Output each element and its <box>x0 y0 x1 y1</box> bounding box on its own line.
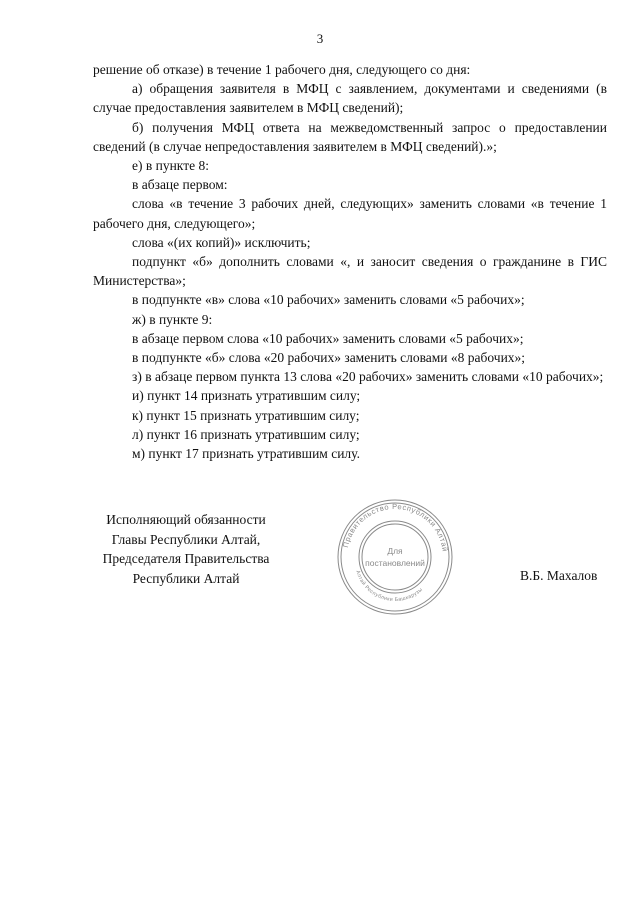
document-paragraph: б) получения МФЦ ответа на межведомственный запрос о предоставлении сведений (в случае непредоставления заявителем в МФЦ сведений).»; <box>93 119 607 154</box>
signatory-title-line: Исполняющий обязанности <box>106 512 266 527</box>
document-paragraph: к) пункт 15 признать утратившим силу; <box>132 407 360 423</box>
document-paragraph: м) пункт 17 признать утратившим силу. <box>132 446 360 462</box>
document-paragraph: слова «(их копий)» исключить; <box>132 234 311 250</box>
document-paragraph: ж) в пункте 9: <box>132 311 213 327</box>
document-paragraph: и) пункт 14 признать утратившим силу; <box>132 388 361 404</box>
seal-bottom-text: Алтай Республики Башкарузы <box>354 569 425 604</box>
signature-block <box>0 510 640 610</box>
signatory-title-line: Председателя Правительства <box>102 551 270 566</box>
document-paragraph: решение об отказе) в течение 1 рабочего дня, следующего со дня: <box>93 62 471 77</box>
document-paragraph: слова «в течение 3 рабочих дней, следующих» заменить словами «в течение 1 рабочего дня, следующего»; <box>93 196 607 231</box>
signatory-name: В.Б. Махалов <box>520 568 598 583</box>
document-paragraph: в подпункте «в» слова «10 рабочих» заменить словами «5 рабочих»; <box>132 292 525 308</box>
signatory-title <box>86 510 286 588</box>
seal-outer-text: Правительство Республики Алтай <box>340 501 450 553</box>
document-paragraph: в абзаце первом: <box>132 177 228 193</box>
document-paragraph: а) обращения заявителя в МФЦ с заявлением, документами и сведениями (в случае предоставления заявителем в МФЦ сведений); <box>93 81 607 116</box>
document-paragraph: л) пункт 16 признать утратившим силу; <box>132 426 360 442</box>
signatory-title-line: Главы Республики Алтай, <box>111 531 261 547</box>
official-seal-stamp <box>335 497 455 617</box>
document-paragraph: в подпункте «б» слова «20 рабочих» заменить словами «8 рабочих»; <box>132 350 526 366</box>
page-number: 3 <box>316 31 324 46</box>
document-paragraph: е) в пункте 8: <box>132 158 209 174</box>
document-paragraph: в абзаце первом слова «10 рабочих» заменить словами «5 рабочих»; <box>132 330 524 346</box>
seal-center-text: постановлений <box>365 558 425 568</box>
document-paragraph: з) в абзаце первом пункта 13 слова «20 рабочих» заменить словами «10 рабочих»; <box>132 369 604 385</box>
signatory-title-line: Республики Алтай <box>132 570 240 586</box>
seal-center-text: Для <box>387 546 403 556</box>
document-paragraph: подпункт «б» дополнить словами «, и заносит сведения о гражданине в ГИС Министерства»; <box>93 254 607 289</box>
document-body <box>93 60 607 463</box>
